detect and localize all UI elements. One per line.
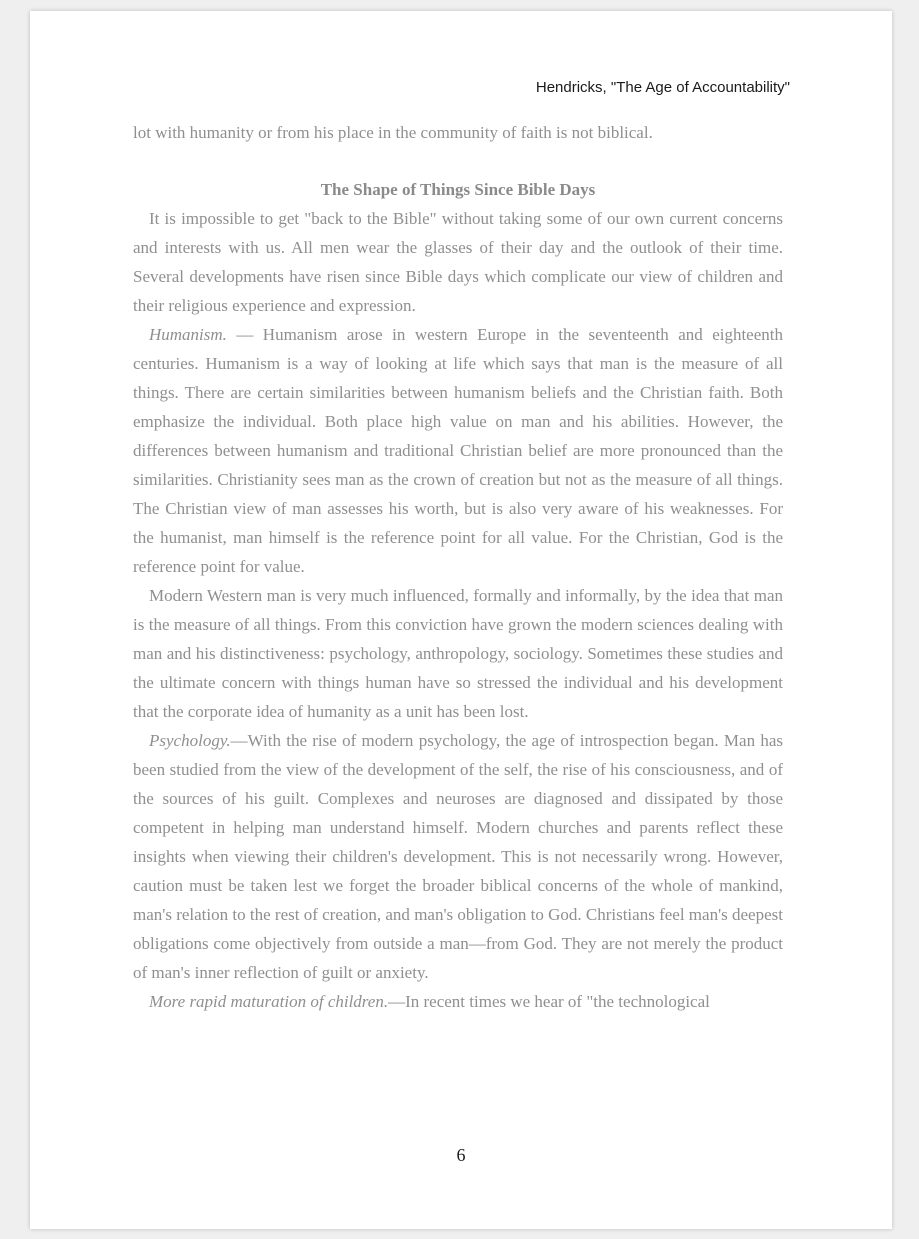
section-heading: The Shape of Things Since Bible Days xyxy=(320,180,596,199)
paragraph-text: —In recent times we hear of "the technological xyxy=(388,992,710,1011)
paragraph-text: — Humanism arose in western Europe in the seventeenth and eighteenth centuries. Humanism is a way of looking at life which says that man is the measure of all things. There are certain similarities between humanism beliefs and the Christian faith. Both emphasize the individual. Both place high value on man and his abilities. However, the differences between humanism and traditional Christian belief are more pronounced than the similarities. Christianity sees man as the crown of creation but not as the measure of all things. The Christian view of man assesses his worth, but is also very aware of his weaknesses. For the humanist, man himself is the reference point for all value. For the Christian, God is the reference point for value. xyxy=(133,325,783,576)
paragraph-psychology xyxy=(133,726,783,987)
paragraph-text: It is impossible to get "back to the Bible" without taking some of our own current concerns and interests with us. All men wear the glasses of their day and the outlook of their time. Several developments have risen since Bible days which complicate our view of children and their religious experience and expression. xyxy=(133,209,783,315)
document-page xyxy=(30,11,892,1229)
paragraph-term: Psychology. xyxy=(149,731,231,750)
paragraph-text: —With the rise of modern psychology, the age of introspection began. Man has been studied from the view of the development of the self, the rise of his consciousness, and of the sources of his guilt. Complexes and neuroses are diagnosed and dissipated by those competent in helping man understand himself. Modern churches and parents reflect these insights when viewing their children's development. This is not necessarily wrong. However, caution must be taken lest we forget the broader biblical concerns of the whole of mankind, man's relation to the rest of creation, and man's obligation to God. Christians feel man's deepest obligations come objectively from outside a man—from God. They are not merely the product of man's inner reflection of guilt or anxiety. xyxy=(133,731,783,982)
lead-fragment: lot with humanity or from his place in the community of faith is not biblical. xyxy=(133,123,653,142)
body-text xyxy=(133,118,783,1016)
paragraph-maturation xyxy=(133,987,783,1016)
paragraph-term: Humanism. xyxy=(149,325,227,344)
paragraph-text: Modern Western man is very much influenced, formally and informally, by the idea that man is the measure of all things. From this conviction have grown the modern sciences dealing with man and his distinctiveness: psychology, anthropology, sociology. Sometimes these studies and the ultimate concern with things human have so stressed the individual and his development that the corporate idea of humanity as a unit has been lost. xyxy=(133,586,783,721)
paragraph-term: More rapid maturation of children. xyxy=(149,992,389,1011)
running-header: Hendricks, "The Age of Accountability" xyxy=(535,79,790,96)
paragraph-humanism xyxy=(133,320,783,581)
page-number: 6 xyxy=(456,1145,466,1165)
paragraph-modern-western-man xyxy=(133,581,783,726)
paragraph-intro xyxy=(133,204,783,320)
